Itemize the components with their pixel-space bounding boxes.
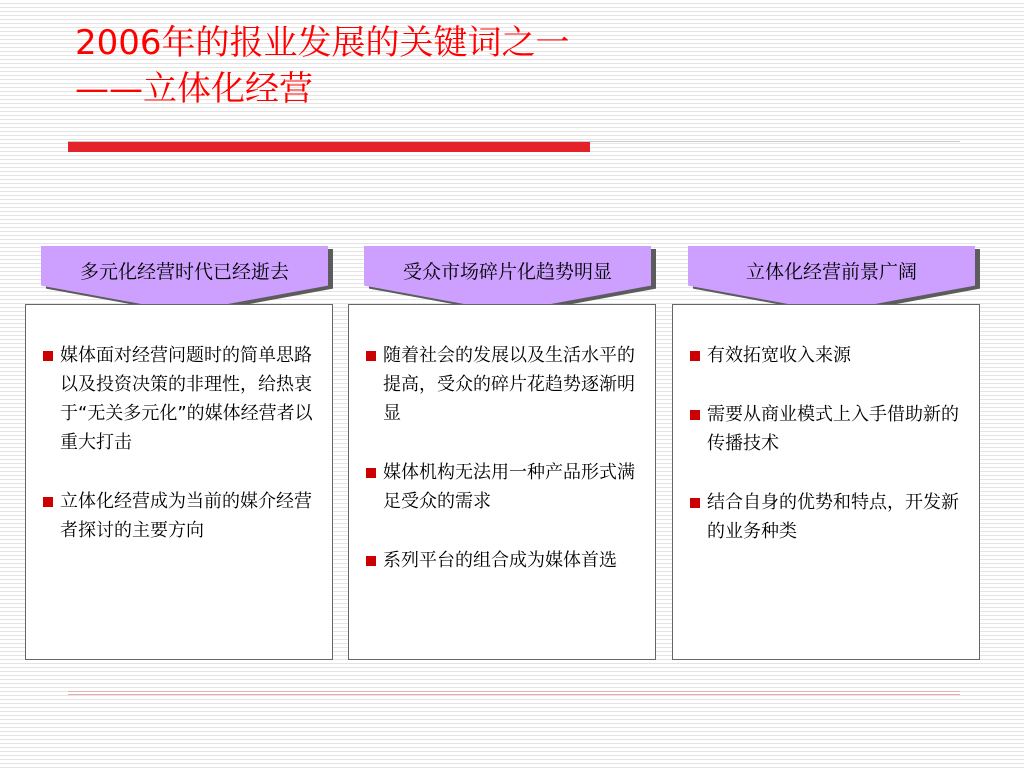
- column-body: [25, 304, 333, 660]
- column-outlook: [672, 246, 982, 666]
- column-body: [348, 304, 656, 660]
- list-item-text: 随着社会的发展以及生活水平的提高，受众的碎片花趋势逐渐明显: [383, 345, 635, 424]
- square-bullet-icon: [366, 351, 376, 361]
- square-bullet-icon: [43, 351, 53, 361]
- bullet-list: [673, 305, 979, 546]
- list-item: [38, 487, 324, 545]
- column-header: 立体化经营前景广阔: [745, 261, 917, 283]
- list-item: [361, 458, 647, 516]
- bullet-list: [26, 305, 332, 545]
- slide-title: [75, 20, 570, 112]
- list-item: [38, 341, 324, 457]
- list-item: [685, 488, 971, 546]
- list-item: [361, 341, 647, 428]
- list-item-text: 媒体面对经营问题时的简单思路以及投资决策的非理性，给热衷于“无关多元化”的媒体经营者以重大打击: [60, 345, 313, 453]
- list-item: [685, 400, 971, 458]
- list-item-text: 结合自身的优势和特点，开发新的业务种类: [707, 492, 959, 542]
- square-bullet-icon: [690, 410, 700, 420]
- list-item-text: 媒体机构无法用一种产品形式满足受众的需求: [383, 462, 635, 512]
- column-header: 多元化经营时代已经逝去: [79, 261, 289, 283]
- list-item-text: 需要从商业模式上入手借助新的传播技术: [707, 404, 959, 454]
- footer-divider-line: [68, 691, 960, 692]
- title-line-1: 2006年的报业发展的关键词之一: [75, 23, 570, 63]
- column-header: 受众市场碎片化趋势明显: [402, 261, 612, 283]
- square-bullet-icon: [366, 468, 376, 478]
- list-item-text: 立体化经营成为当前的媒介经营者探讨的主要方向: [60, 491, 312, 541]
- column-body: [672, 304, 980, 660]
- square-bullet-icon: [690, 498, 700, 508]
- list-item-text: 有效拓宽收入来源: [707, 345, 851, 366]
- bullet-list: [349, 305, 655, 575]
- list-item: [685, 341, 971, 370]
- square-bullet-icon: [690, 351, 700, 361]
- column-audience-fragmentation: [348, 246, 658, 666]
- column-diversification: [25, 246, 335, 666]
- list-item-text: 系列平台的组合成为媒体首选: [383, 550, 617, 571]
- footer-divider-line: [68, 694, 960, 695]
- list-item: [361, 546, 647, 575]
- title-line-2: ——立体化经营: [75, 69, 313, 109]
- square-bullet-icon: [366, 556, 376, 566]
- square-bullet-icon: [43, 497, 53, 507]
- title-accent-bar: [68, 142, 590, 152]
